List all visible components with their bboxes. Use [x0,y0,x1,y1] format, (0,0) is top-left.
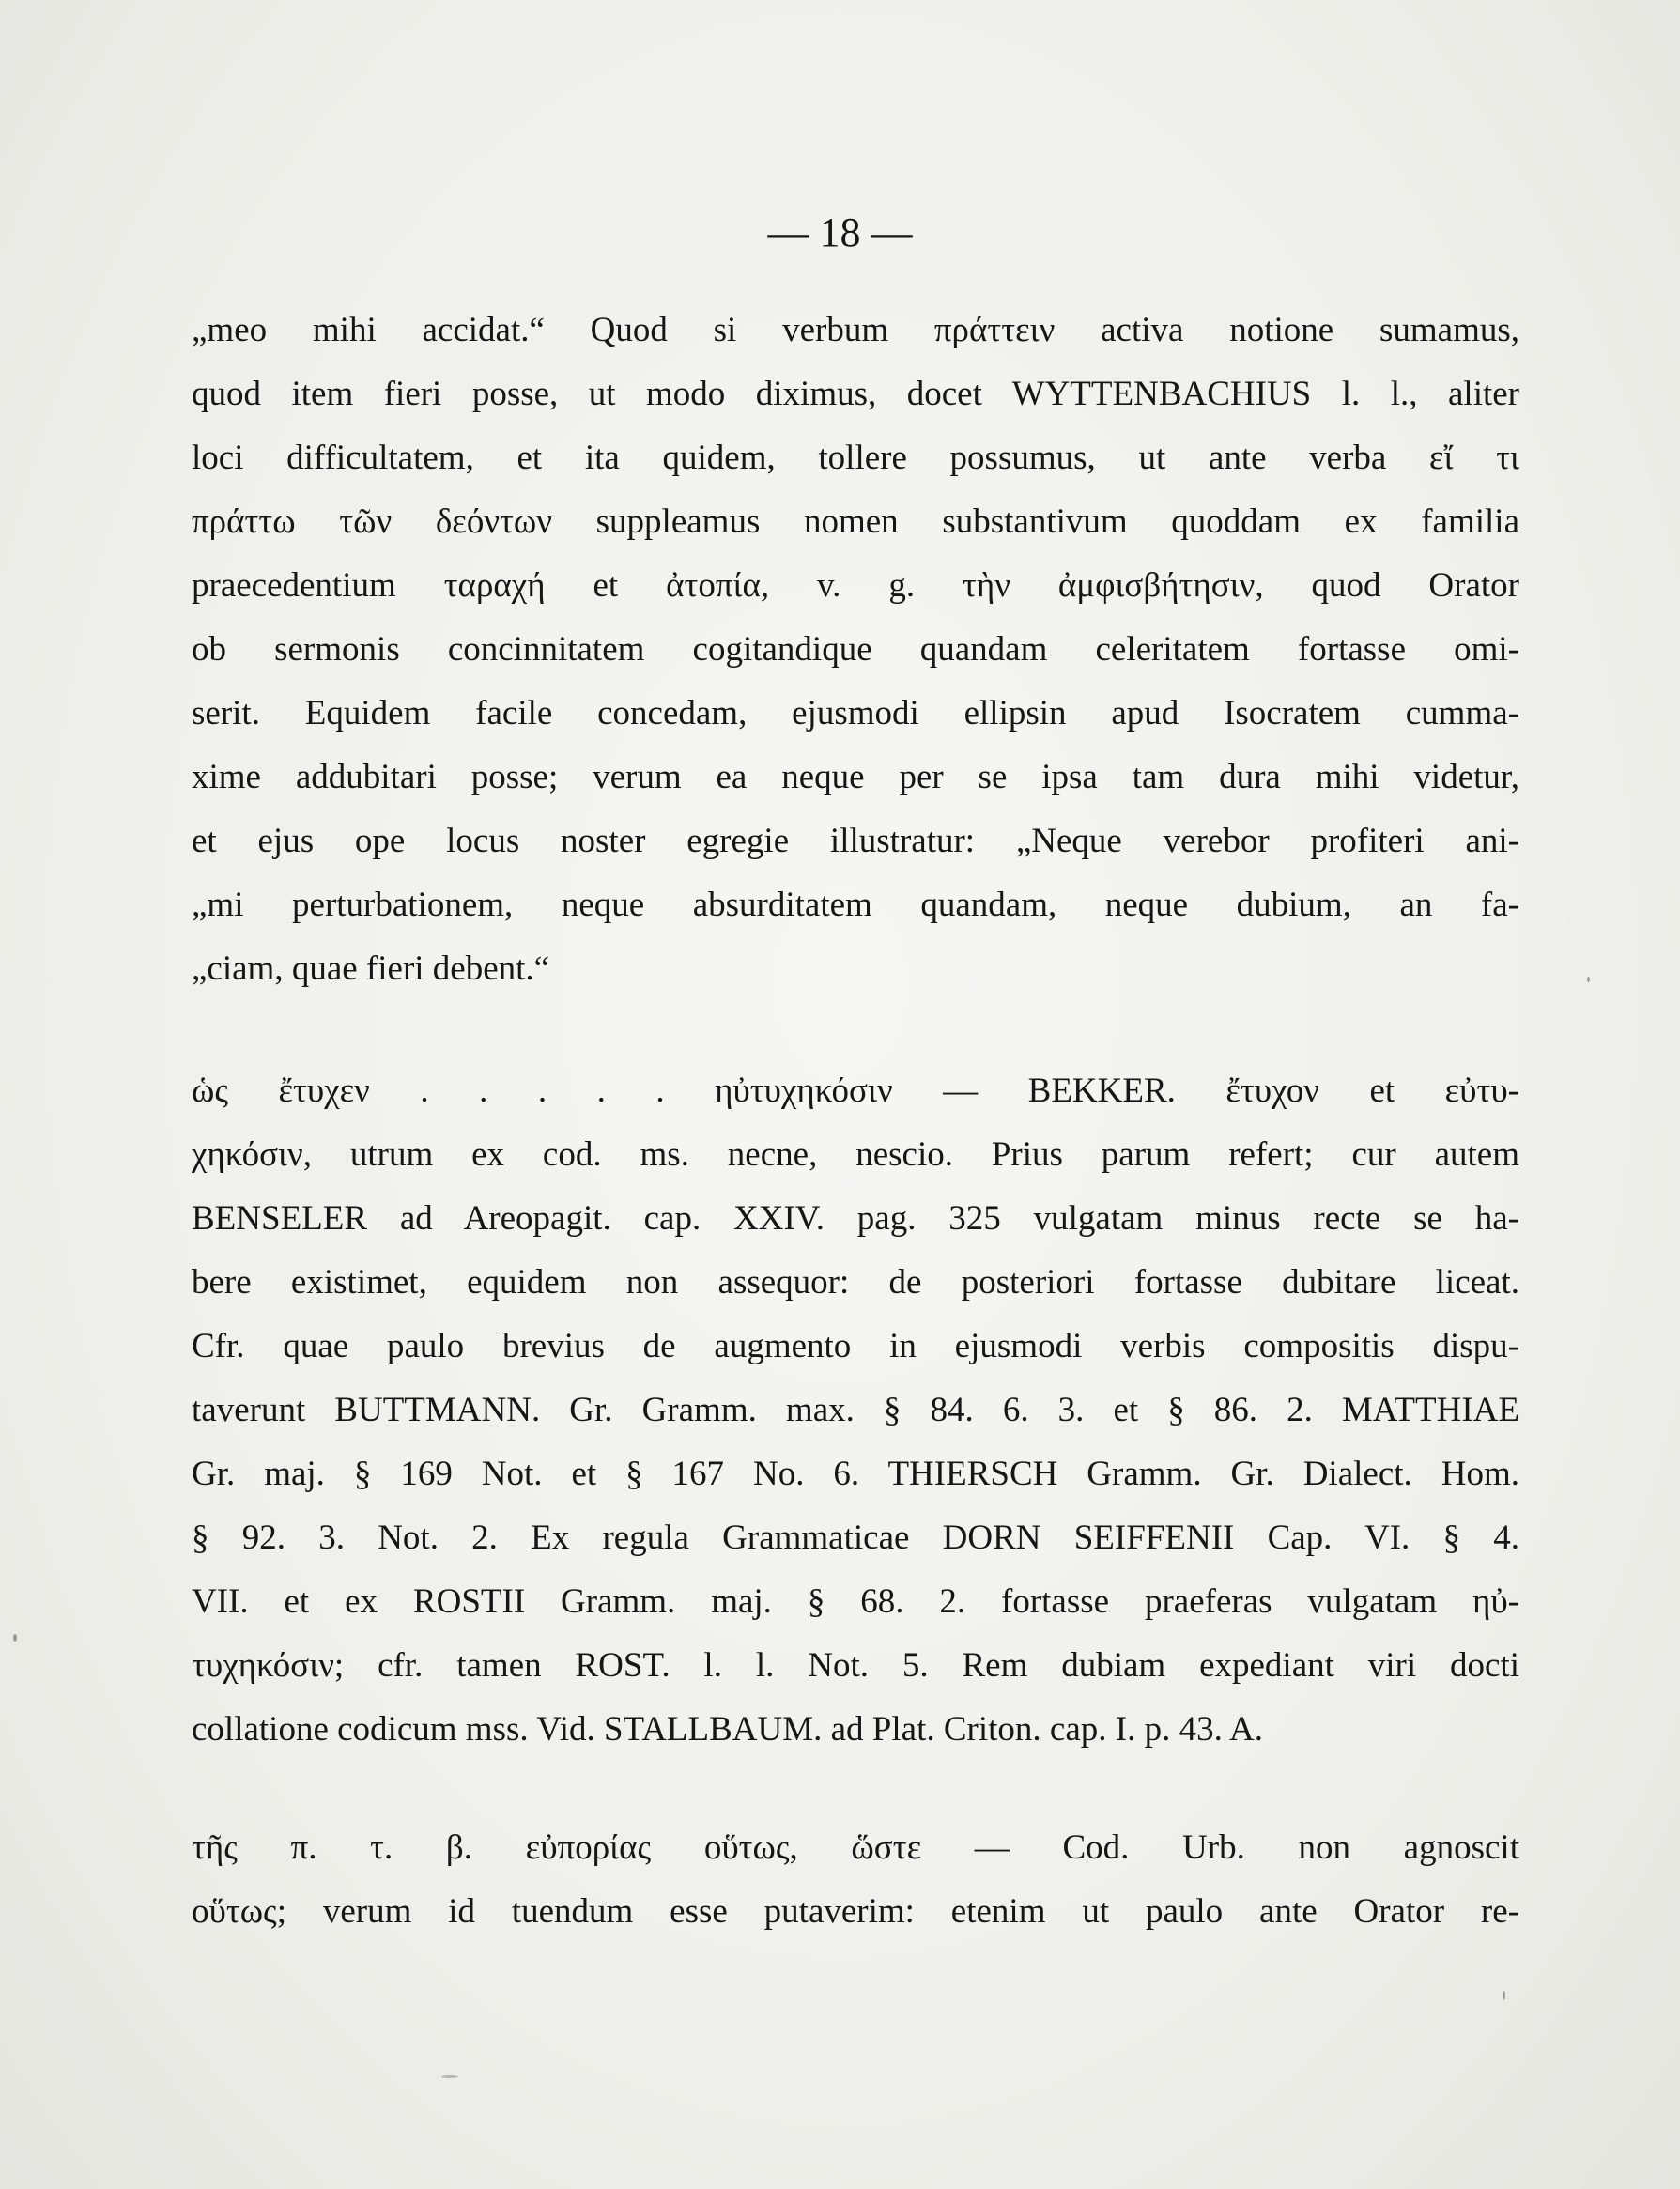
text-line: praecedentium ταραχή et ἀτοπία, v. g. τὴν ἀμφισβήτησιν, quod Orator [192,566,1519,605]
text-line: ob sermonis concinnitatem cogitandique quandam celeritatem fortasse omi- [192,630,1519,669]
text-line: πράττω τῶν δεόντων suppleamus nomen substantivum quoddam ex familia [192,502,1519,541]
paragraph-3 [192,1816,1519,1944]
text-line: τῆς π. τ. β. εὐπορίας οὕτως, ὥστε — Cod. Urb. non agnoscit [192,1828,1519,1867]
text-line: serit. Equidem facile concedam, ejusmodi ellipsin apud Isocratem cumma- [192,694,1519,732]
paper-speck [1503,1991,1505,2000]
text-line: οὕτως; verum id tuendum esse putaverim: etenim ut paulo ante Orator re- [192,1892,1519,1931]
text-line: „mi perturbationem, neque absurditatem quandam, neque dubium, an fa- [192,886,1519,924]
text-line: „meo mihi accidat.“ Quod si verbum πράττειν activa notione sumamus, [192,311,1519,349]
page-number: — 18 — [767,209,913,255]
text-line: xime addubitari posse; verum ea neque per se ipsa tam dura mihi videtur, [192,758,1519,796]
paper-speck [1587,977,1590,982]
text-line: „ciam, quae fieri debent.“ [192,949,550,988]
text-line: ὡς ἔτυχεν . . . . . ηὐτυχηκόσιν — BEKKER. ἔτυχον et εὐτυ- [192,1071,1519,1110]
paragraph-2 [192,1059,1519,1762]
text-line: BENSELER ad Areopagit. cap. XXIV. pag. 325 vulgatam minus recte se ha- [192,1199,1519,1238]
text-line: χηκόσιν, utrum ex cod. ms. necne, nescio. Prius parum refert; cur autem [192,1135,1519,1174]
paper-speck [13,1634,17,1642]
text-line: τυχηκόσιν; cfr. tamen ROST. l. l. Not. 5. Rem dubiam expediant viri docti [192,1646,1519,1685]
text-line: § 92. 3. Not. 2. Ex regula Grammaticae DORN SEIFFENII Cap. VI. § 4. [192,1518,1519,1557]
text-line: et ejus ope locus noster egregie illustratur: „Neque verebor profiteri ani- [192,822,1519,860]
text-line: collatione codicum mss. Vid. STALLBAUM. ad Plat. Criton. cap. I. p. 43. A. [192,1710,1264,1749]
text-line: Gr. maj. § 169 Not. et § 167 No. 6. THIERSCH Gramm. Gr. Dialect. Hom. [192,1455,1519,1493]
text-line: loci difficultatem, et ita quidem, tollere possumus, ut ante verba εἴ τι [192,439,1519,477]
paragraph-1 [192,299,1519,1001]
text-line: quod item fieri posse, ut modo diximus, docet WYTTENBACHIUS l. l., aliter [192,375,1519,413]
text-line: taverunt BUTTMANN. Gr. Gramm. max. § 84. 6. 3. et § 86. 2. MATTHIAE [192,1391,1519,1429]
text-line: VII. et ex ROSTII Gramm. maj. § 68. 2. fortasse praeferas vulgatam ηὐ- [192,1582,1519,1621]
text-line: Cfr. quae paulo brevius de augmento in ejusmodi verbis compositis dispu- [192,1327,1519,1365]
text-line: bere existimet, equidem non assequor: de posteriori fortasse dubitare liceat. [192,1263,1519,1302]
paper-speck [441,2075,458,2078]
